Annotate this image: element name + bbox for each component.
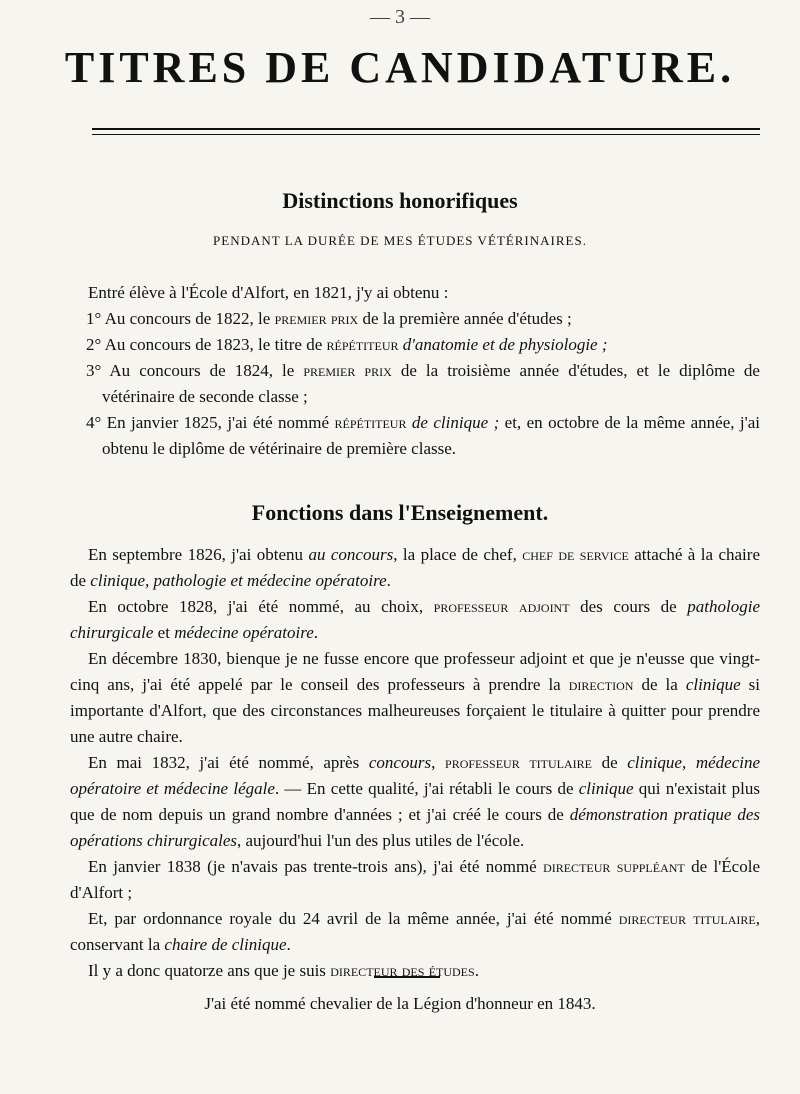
intro-line: Entré élève à l'École d'Alfort, en 1821, j'y ai obtenu : [88, 283, 449, 302]
paragraph: En septembre 1826, j'ai obtenu au concours, la place de chef, chef de service attaché à la chaire de clinique, pathologie et médecine opératoire. [70, 545, 760, 590]
paragraph: En mai 1832, j'ai été nommé, après concours, professeur titulaire de clinique, médecine opératoire et médecine légale. — En cette qualité, j'ai rétabli le cours de clinique qui n'existait plus que de nom depuis un grand nombre d'années ; et j'ai créé le cours de démonstration pratique des opérations chirurgicales, aujourd'hui l'un des plus utiles de l'école. [70, 753, 761, 850]
fonctions-body [70, 542, 760, 984]
section-heading-fonctions: Fonctions dans l'Enseignement. [251, 500, 549, 525]
final-statement: J'ai été nommé chevalier de la Légion d'honneur en 1843. [204, 994, 596, 1013]
distinctions-body [70, 280, 760, 462]
list-item: 3° Au concours de 1824, le premier prix de la troisième année d'études, et le diplôme de vétérinaire de seconde classe ; [86, 361, 760, 406]
section-subheading: PENDANT LA DURÉE DE MES ÉTUDES VÉTÉRINAIRES. [213, 233, 587, 248]
paragraph: En décembre 1830, bienque je ne fusse encore que professeur adjoint et que je n'eusse que vingt-cinq ans, j'ai été appelé par le conseil des professeurs à prendre la direction de la clinique si importante d'Alfort, que des circonstances malheureuses forçaient le titulaire à quitter pour prendre une autre chaire. [70, 649, 760, 746]
short-divider [374, 976, 440, 978]
paragraph: En octobre 1828, j'ai été nommé, au choix, professeur adjoint des cours de pathologie chirurgicale et médecine opératoire. [70, 597, 760, 642]
title-divider [92, 128, 760, 135]
page-title: TITRES DE CANDIDATURE. [64, 43, 736, 92]
paragraph: Il y a donc quatorze ans que je suis directeur des études. [88, 961, 479, 980]
section-heading-distinctions: Distinctions honorifiques [282, 188, 518, 213]
paragraph: Et, par ordonnance royale du 24 avril de la même année, j'ai été nommé directeur titulaire, conservant la chaire de clinique. [70, 909, 760, 954]
paragraph: En janvier 1838 (je n'avais pas trente-trois ans), j'ai été nommé directeur suppléant de l'École d'Alfort ; [70, 857, 761, 902]
list-item: 1° Au concours de 1822, le premier prix de la première année d'études ; [86, 309, 572, 328]
list-item: 4° En janvier 1825, j'ai été nommé répétiteur de clinique ; et, en octobre de la même année, j'ai obtenu le diplôme de vétérinaire de première classe. [86, 413, 760, 458]
list-item: 2° Au concours de 1823, le titre de répétiteur d'anatomie et de physiologie ; [86, 335, 608, 354]
page-number: — 3 — [370, 6, 430, 28]
